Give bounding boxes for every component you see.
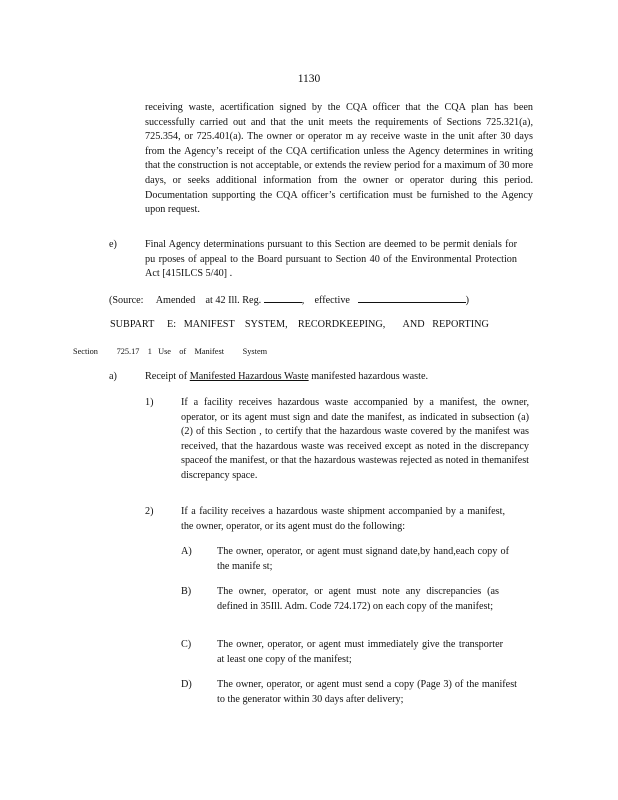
item-D-marker: D) xyxy=(181,679,192,690)
item-A-text: The owner, operator, or agent must signand date,by hand,each copy of the manife st; xyxy=(217,546,509,572)
item-C-text: The owner, operator, or agent must immediately give the transporter at least one copy of the manifest; xyxy=(217,639,503,665)
source-lead: (Source: xyxy=(109,295,144,306)
source-effective: effective xyxy=(314,295,350,306)
subpart-label: SUBPART xyxy=(110,319,155,330)
item-a-post: manifested hazardous waste. xyxy=(311,371,429,382)
section-of: of xyxy=(179,347,187,356)
source-reg: at 42 Ill. Reg. xyxy=(205,295,262,306)
item-A-marker: A) xyxy=(181,546,192,557)
item-a-underlined: Manifested Hazardous Waste xyxy=(189,371,309,382)
item-B-text: The owner, operator, or agent must note any discrepancies (as defined in 35Ill. Adm. Code 724.172) on each copy of the manifest; xyxy=(217,586,499,612)
item-B-marker: B) xyxy=(181,586,192,597)
item-a-pre: Receipt of xyxy=(145,371,188,382)
reg-blank xyxy=(264,292,302,303)
item-e-text: Final Agency determinations pursuant to this Section are deemed to be permit denials for pu rposes of appeal to the Board pursuant to Section 40 of the Environmental Protection Act [415ILCS 5/40] . xyxy=(145,239,517,280)
item-a-marker: a) xyxy=(109,371,117,382)
page-number: 1130 xyxy=(297,73,321,85)
item-a-text xyxy=(145,370,475,385)
source-amended: Amended xyxy=(155,295,196,306)
subpart-letter: E: xyxy=(167,319,177,330)
section-n1: 1 xyxy=(147,347,152,356)
item-2-marker: 2) xyxy=(145,506,154,517)
subpart-w3: RECORDKEEPING, xyxy=(297,319,386,330)
subpart-w5: REPORTING xyxy=(432,319,489,330)
section-use: Use xyxy=(158,347,171,356)
subpart-w1: MANIFEST xyxy=(183,319,235,330)
item-2-text: If a facility receives a hazardous waste shipment accompanied by a manifest, the owner, operator, or its agent must do the following: xyxy=(181,506,505,532)
subpart-w4: AND xyxy=(402,319,425,330)
source-close: ) xyxy=(465,295,470,306)
item-e-marker: e) xyxy=(109,239,117,250)
source-comma: , xyxy=(301,295,305,306)
item-D-text: The owner, operator, or agent must send a copy (Page 3) of the manifest to the generator within 30 days after delivery; xyxy=(217,679,517,705)
item-1-marker: 1) xyxy=(145,397,154,408)
section-system: System xyxy=(242,347,268,356)
item-C-marker: C) xyxy=(181,639,192,650)
continued-paragraph: receiving waste, acertification signed by the CQA officer that the CQA plan has been successfully carried out and that the unit meets the requirements of Sections 725.321(a), 725.354, or 725.401(a). The owner or operator m ay receive waste in the unit after 30 days from the Agency’s receipt of the CQA certification unless the Agency determines in writing that the construction is not acceptable, or extends the review period for a maximum of 30 more days, or seeks additional information from the owner or operator during this period. Documentation supporting the CQA officer’s certification must be furnished to the Agency upon request. xyxy=(145,102,533,216)
effective-blank xyxy=(358,292,466,303)
source-note xyxy=(109,292,489,309)
section-number: 725.17 xyxy=(116,347,140,356)
section-manifest: Manifest xyxy=(194,347,224,356)
item-1-text: If a facility receives hazardous waste accompanied by a manifest, the owner, operator, or its agent must sign and date the manifest, as indicated in subsection (a)(2) of this Section , to certify that the hazardous waste covered by the manifest was received, that the hazardous waste was received except as noted in the discrepancy spaceof the manifest, or that the hazardous wastewas rejected as noted in themanifest discrepancy space. xyxy=(181,397,529,481)
section-label: Section xyxy=(73,347,98,356)
subpart-w2: SYSTEM, xyxy=(244,319,288,330)
subpart-heading xyxy=(110,318,490,333)
section-heading xyxy=(73,345,273,360)
